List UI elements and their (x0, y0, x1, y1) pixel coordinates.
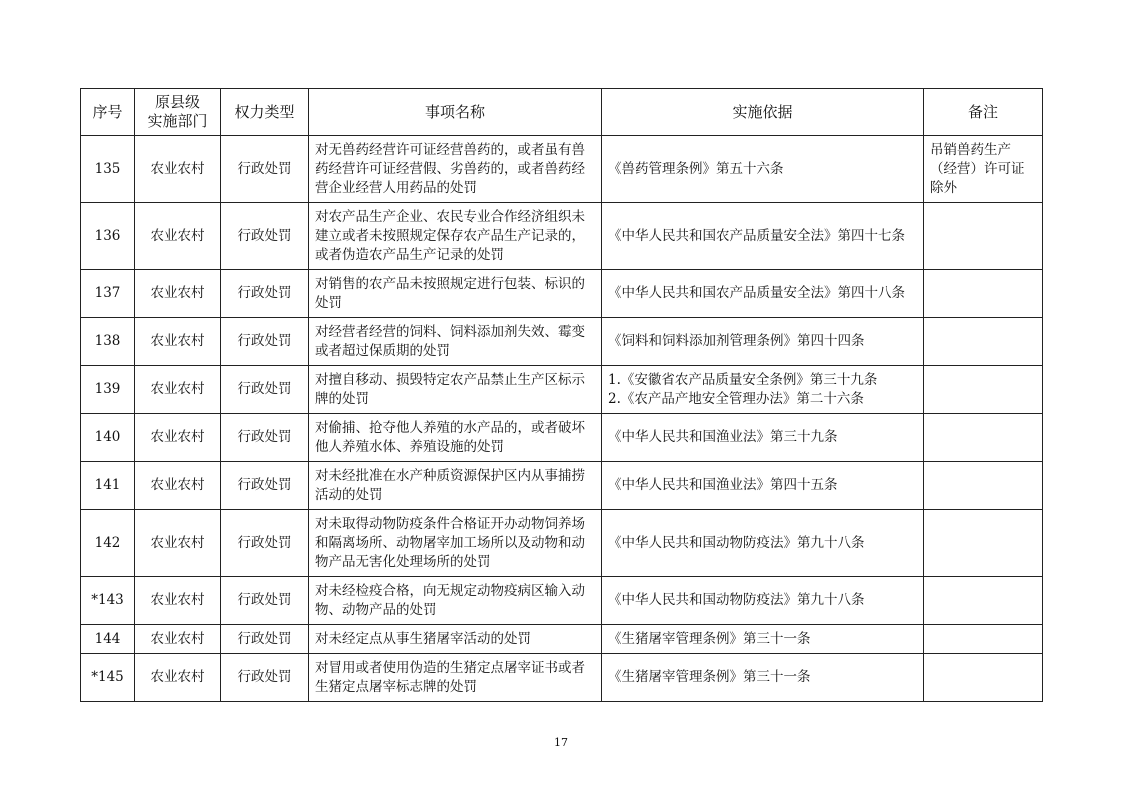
header-item-name: 事项名称 (309, 89, 602, 136)
cell-department: 农业农村 (135, 654, 221, 702)
cell-department: 农业农村 (135, 318, 221, 366)
cell-department: 农业农村 (135, 270, 221, 318)
cell-serial: *143 (81, 577, 135, 625)
cell-basis: 《中华人民共和国农产品质量安全法》第四十八条 (602, 270, 924, 318)
table-row (81, 577, 1043, 625)
cell-basis: 《中华人民共和国渔业法》第四十五条 (602, 462, 924, 510)
cell-department: 农业农村 (135, 136, 221, 203)
header-basis: 实施依据 (602, 89, 924, 136)
table-row (81, 366, 1043, 414)
cell-department: 农业农村 (135, 366, 221, 414)
cell-power-type: 行政处罚 (221, 270, 309, 318)
cell-item-name: 对农产品生产企业、农民专业合作经济组织未建立或者未按照规定保存农产品生产记录的，或者伪造农产品生产记录的处罚 (309, 203, 602, 270)
header-note: 备注 (924, 89, 1043, 136)
header-power-type: 权力类型 (221, 89, 309, 136)
cell-basis: 《饲料和饲料添加剂管理条例》第四十四条 (602, 318, 924, 366)
header-serial: 序号 (81, 89, 135, 136)
cell-item-name: 对擅自移动、损毁特定农产品禁止生产区标示牌的处罚 (309, 366, 602, 414)
cell-department: 农业农村 (135, 414, 221, 462)
cell-note (924, 366, 1043, 414)
cell-item-name: 对未经定点从事生猪屠宰活动的处罚 (309, 625, 602, 654)
cell-note (924, 318, 1043, 366)
cell-serial: 136 (81, 203, 135, 270)
cell-serial: 137 (81, 270, 135, 318)
table-row (81, 510, 1043, 577)
cell-note (924, 625, 1043, 654)
records-table (80, 88, 1043, 702)
cell-department: 农业农村 (135, 577, 221, 625)
cell-serial: 144 (81, 625, 135, 654)
table-row (81, 136, 1043, 203)
table-row (81, 462, 1043, 510)
cell-power-type: 行政处罚 (221, 136, 309, 203)
cell-note (924, 203, 1043, 270)
cell-note: 吊销兽药生产（经营）许可证除外 (924, 136, 1043, 203)
cell-department: 农业农村 (135, 510, 221, 577)
cell-item-name: 对经营者经营的饲料、饲料添加剂失效、霉变或者超过保质期的处罚 (309, 318, 602, 366)
table-row (81, 625, 1043, 654)
cell-serial: 142 (81, 510, 135, 577)
cell-department: 农业农村 (135, 625, 221, 654)
header-department: 原县级 实施部门 (135, 89, 221, 136)
cell-serial: *145 (81, 654, 135, 702)
cell-note (924, 270, 1043, 318)
cell-serial: 141 (81, 462, 135, 510)
cell-basis: 《中华人民共和国动物防疫法》第九十八条 (602, 510, 924, 577)
cell-item-name: 对未经批准在水产种质资源保护区内从事捕捞活动的处罚 (309, 462, 602, 510)
cell-note (924, 414, 1043, 462)
cell-power-type: 行政处罚 (221, 366, 309, 414)
table-row (81, 270, 1043, 318)
cell-power-type: 行政处罚 (221, 654, 309, 702)
page-number: 17 (554, 736, 568, 749)
table-row (81, 654, 1043, 702)
cell-basis: 《中华人民共和国渔业法》第三十九条 (602, 414, 924, 462)
cell-power-type: 行政处罚 (221, 462, 309, 510)
cell-item-name: 对未取得动物防疫条件合格证开办动物饲养场和隔离场所、动物屠宰加工场所以及动物和动物产品无害化处理场所的处罚 (309, 510, 602, 577)
cell-basis: 《中华人民共和国动物防疫法》第九十八条 (602, 577, 924, 625)
cell-basis: 《生猪屠宰管理条例》第三十一条 (602, 625, 924, 654)
cell-power-type: 行政处罚 (221, 625, 309, 654)
cell-item-name: 对偷捕、抢夺他人养殖的水产品的，或者破坏他人养殖水体、养殖设施的处罚 (309, 414, 602, 462)
cell-power-type: 行政处罚 (221, 414, 309, 462)
cell-item-name: 对无兽药经营许可证经营兽药的，或者虽有兽药经营许可证经营假、劣兽药的，或者兽药经营企业经营人用药品的处罚 (309, 136, 602, 203)
table-row (81, 318, 1043, 366)
cell-serial: 138 (81, 318, 135, 366)
cell-serial: 135 (81, 136, 135, 203)
cell-item-name: 对销售的农产品未按照规定进行包装、标识的处罚 (309, 270, 602, 318)
cell-note (924, 510, 1043, 577)
table-row (81, 203, 1043, 270)
cell-basis: 《兽药管理条例》第五十六条 (602, 136, 924, 203)
cell-power-type: 行政处罚 (221, 510, 309, 577)
cell-item-name: 对未经检疫合格，向无规定动物疫病区输入动物、动物产品的处罚 (309, 577, 602, 625)
cell-note (924, 577, 1043, 625)
cell-note (924, 654, 1043, 702)
table-row (81, 414, 1043, 462)
cell-power-type: 行政处罚 (221, 203, 309, 270)
cell-item-name: 对冒用或者使用伪造的生猪定点屠宰证书或者生猪定点屠宰标志牌的处罚 (309, 654, 602, 702)
cell-basis: 《生猪屠宰管理条例》第三十一条 (602, 654, 924, 702)
cell-basis: 1.《安徽省农产品质量安全条例》第三十九条 2.《农产品产地安全管理办法》第二十六条 (602, 366, 924, 414)
cell-department: 农业农村 (135, 203, 221, 270)
cell-note (924, 462, 1043, 510)
cell-department: 农业农村 (135, 462, 221, 510)
cell-serial: 139 (81, 366, 135, 414)
cell-serial: 140 (81, 414, 135, 462)
cell-basis: 《中华人民共和国农产品质量安全法》第四十七条 (602, 203, 924, 270)
cell-power-type: 行政处罚 (221, 577, 309, 625)
header-row (81, 89, 1043, 136)
cell-power-type: 行政处罚 (221, 318, 309, 366)
